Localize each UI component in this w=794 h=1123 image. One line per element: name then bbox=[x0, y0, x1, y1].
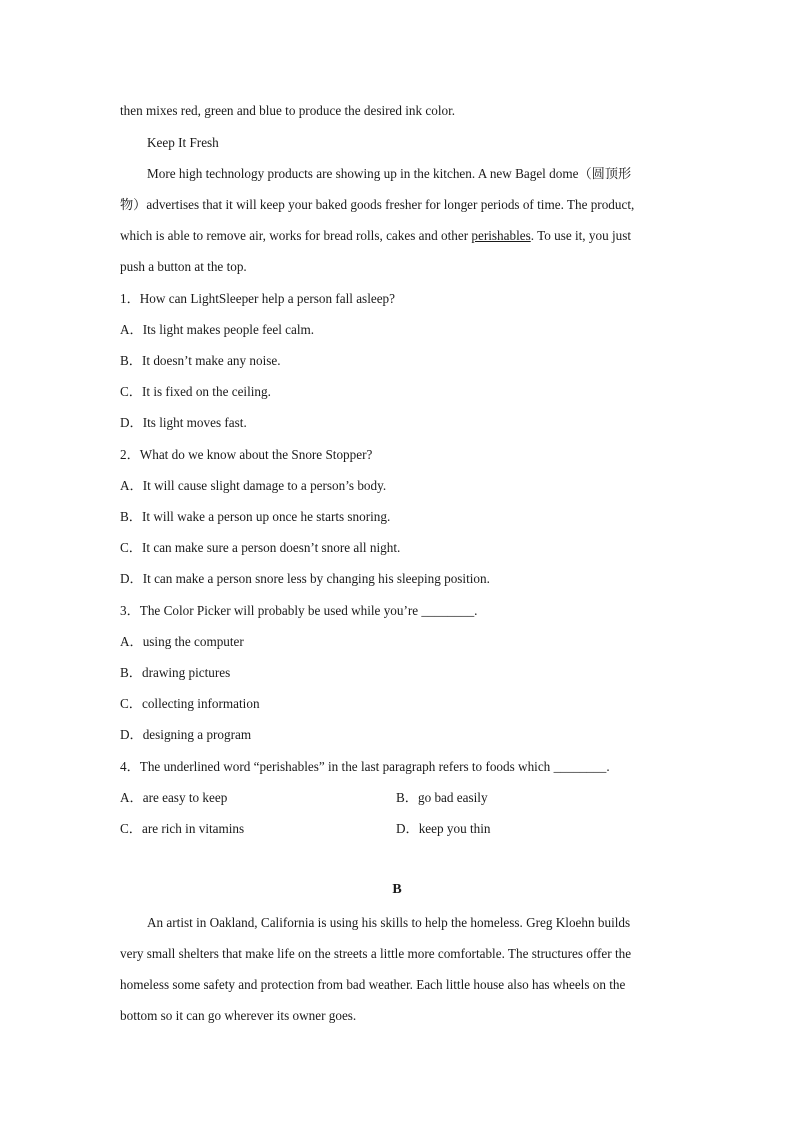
text-span: which is able to remove air, works for bread rolls, cakes and other bbox=[120, 228, 472, 243]
paragraph-line: very small shelters that make life on the streets a little more comfortable. The structures offer the bbox=[120, 946, 632, 961]
option: C．collecting information bbox=[120, 696, 260, 711]
paragraph-line bbox=[120, 227, 631, 245]
section-title: Keep It Fresh bbox=[147, 135, 219, 150]
option: A．using the computer bbox=[120, 634, 244, 649]
option: C．It is fixed on the ceiling. bbox=[120, 384, 271, 399]
option: B．drawing pictures bbox=[120, 665, 231, 680]
question-stem: 4．The underlined word “perishables” in the last paragraph refers to foods which ________. bbox=[120, 759, 610, 774]
option: A．are easy to keep bbox=[120, 790, 228, 805]
option: A．Its light makes people feel calm. bbox=[120, 322, 315, 337]
option: B．go bad easily bbox=[396, 790, 488, 805]
option: D．Its light moves fast. bbox=[120, 415, 247, 430]
paragraph-line: push a button at the top. bbox=[120, 259, 247, 274]
option: B．It doesn’t make any noise. bbox=[120, 353, 281, 368]
option: C．It can make sure a person doesn’t snore all night. bbox=[120, 540, 401, 555]
option: D．designing a program bbox=[120, 727, 252, 742]
paragraph-line: bottom so it can go wherever its owner goes. bbox=[120, 1008, 357, 1023]
underlined-word: perishables bbox=[471, 228, 531, 243]
option: A．It will cause slight damage to a person’s body. bbox=[120, 478, 387, 493]
paragraph-line: An artist in Oakland, California is using his skills to help the homeless. Greg Kloehn builds bbox=[147, 915, 631, 930]
option: D．It can make a person snore less by changing his sleeping position. bbox=[120, 571, 490, 586]
option: B．It will wake a person up once he starts snoring. bbox=[120, 509, 391, 524]
question-stem: 1．How can LightSleeper help a person fall asleep? bbox=[120, 291, 396, 306]
option: D．keep you thin bbox=[396, 821, 491, 836]
section-heading: B bbox=[392, 882, 402, 897]
paragraph-line: homeless some safety and protection from bad weather. Each little house also has wheels on the bbox=[120, 977, 626, 992]
paragraph-line: 物）advertises that it will keep your baked goods fresher for longer periods of time. The product, bbox=[120, 197, 635, 212]
text-span: . To use it, you just bbox=[530, 228, 632, 243]
option: C．are rich in vitamins bbox=[120, 821, 245, 836]
question-stem: 3．The Color Picker will probably be used while you’re ________. bbox=[120, 603, 478, 618]
paragraph-line: More high technology products are showing up in the kitchen. A new Bagel dome（圆顶形 bbox=[147, 166, 632, 181]
paragraph-line: then mixes red, green and blue to produce the desired ink color. bbox=[120, 103, 456, 118]
question-stem: 2．What do we know about the Snore Stopper? bbox=[120, 447, 373, 462]
